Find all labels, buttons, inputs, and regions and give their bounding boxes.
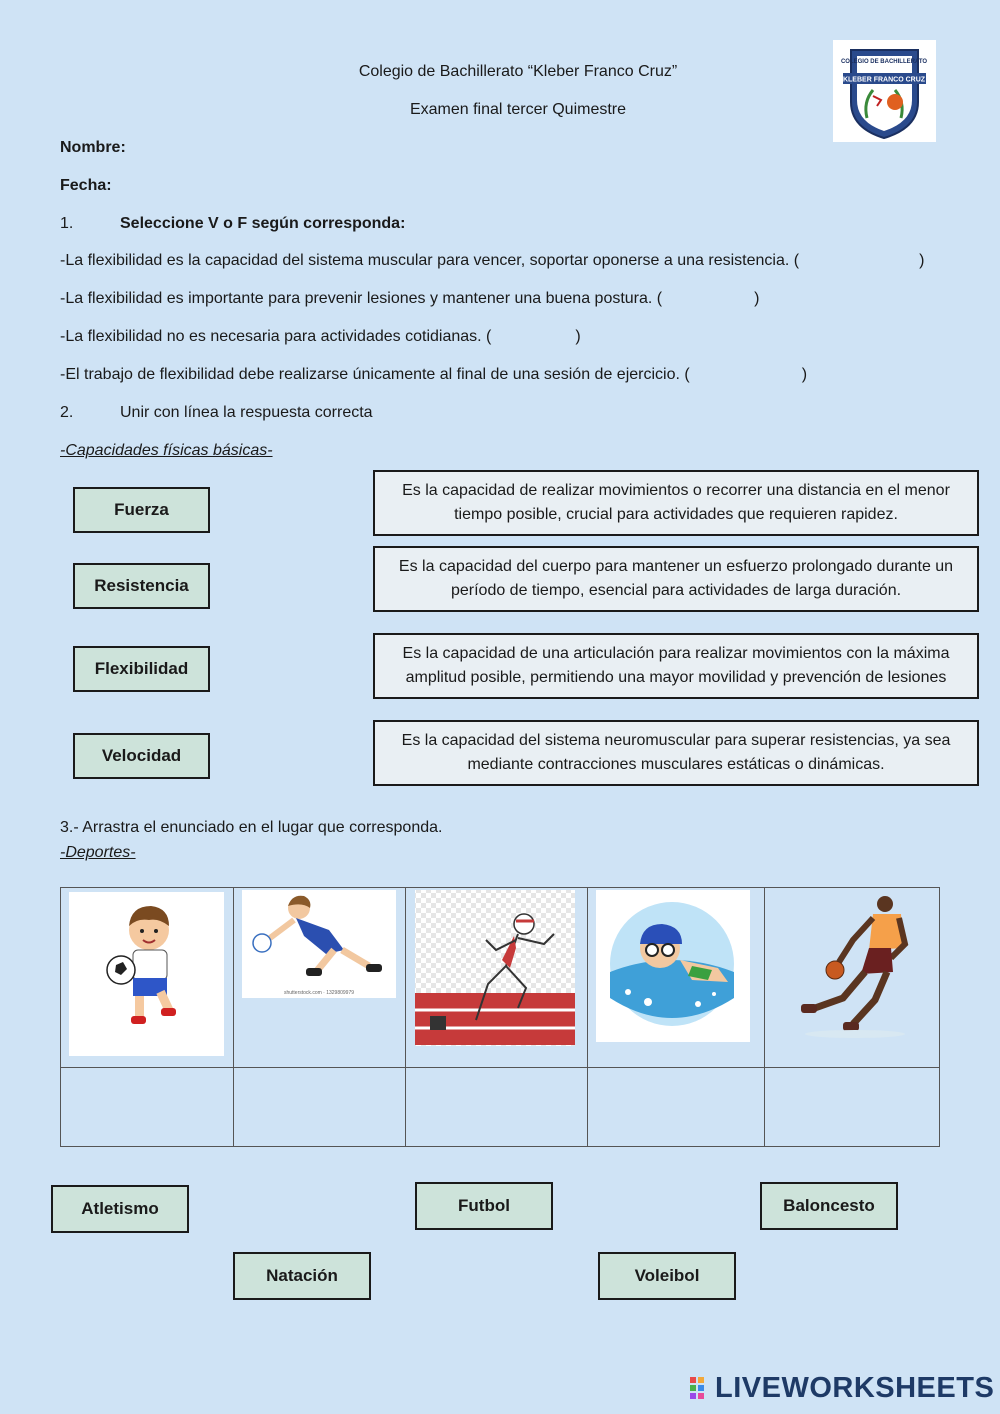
q3-title: 3.- Arrastra el enunciado en el lugar que corresponda. xyxy=(60,819,443,836)
q3-subtitle: -Deportes- xyxy=(60,844,136,861)
image-cell xyxy=(61,888,234,1068)
definition-box[interactable]: Es la capacidad del cuerpo para mantener un esfuerzo prolongado durante un período de tiempo, esencial para actividades de larga duración. xyxy=(373,546,979,612)
tf-close-paren: ) xyxy=(801,366,808,383)
brand-text: LIVEWORKSHEETS xyxy=(715,1372,995,1404)
capacity-resistencia[interactable]: Resistencia xyxy=(73,563,210,609)
tf-statement: -La flexibilidad no es necesaria para actividades cotidianas. ( xyxy=(60,328,492,345)
definition-box[interactable]: Es la capacidad de realizar movimientos o recorrer una distancia en el menor tiempo posible, crucial para actividades que requieren rapidez. xyxy=(373,470,979,536)
image-cell xyxy=(588,888,765,1068)
basketball-player-image xyxy=(765,888,939,1062)
tf-item xyxy=(60,366,807,384)
sports-table xyxy=(60,887,940,1147)
exam-title: Examen final tercer Quimestre xyxy=(409,101,627,118)
volleyball-player-image xyxy=(234,888,405,1062)
soccer-boy-image xyxy=(61,888,233,1062)
q2-subtitle: -Capacidades físicas básicas- xyxy=(60,442,273,459)
drag-option-atletismo[interactable]: Atletismo xyxy=(51,1185,189,1233)
swimmer-image xyxy=(588,888,764,1062)
tf-statement: -La flexibilidad es importante para prevenir lesiones y mantener una buena postura. ( xyxy=(60,290,663,307)
definition-box[interactable]: Es la capacidad de una articulación para realizar movimientos con la máxima amplitud posible, permitiendo una mayor movilidad y prevención de lesiones xyxy=(373,633,979,699)
date-label: Fecha: xyxy=(60,177,112,194)
drop-zone[interactable] xyxy=(61,1068,234,1147)
drop-zone[interactable] xyxy=(234,1068,406,1147)
drag-option-voleibol[interactable]: Voleibol xyxy=(598,1252,736,1300)
sprinter-image xyxy=(406,888,587,1062)
drag-option-natacion[interactable]: Natación xyxy=(233,1252,371,1300)
q2-number: 2. xyxy=(60,404,74,421)
image-cell xyxy=(406,888,588,1068)
capacity-fuerza[interactable]: Fuerza xyxy=(73,487,210,533)
tf-item xyxy=(60,252,924,270)
tf-statement: -El trabajo de flexibilidad debe realizarse únicamente al final de una sesión de ejercicio. ( xyxy=(60,366,690,383)
capacity-velocidad[interactable]: Velocidad xyxy=(73,733,210,779)
capacity-flexibilidad[interactable]: Flexibilidad xyxy=(73,646,210,692)
drop-zone[interactable] xyxy=(588,1068,765,1147)
image-cell xyxy=(234,888,406,1068)
tf-close-paren: ) xyxy=(919,252,925,269)
school-logo xyxy=(833,40,936,142)
tf-close-paren: ) xyxy=(754,290,760,307)
tf-item xyxy=(60,328,581,346)
drop-zone[interactable] xyxy=(406,1068,588,1147)
school-name: Colegio de Bachillerato “Kleber Franco Cruz” xyxy=(358,63,678,80)
image-watermark: shutterstock.com · 1329809979 xyxy=(283,990,355,996)
q2-title: Unir con línea la respuesta correcta xyxy=(120,404,373,421)
drag-option-baloncesto[interactable]: Baloncesto xyxy=(760,1182,898,1230)
tf-close-paren: ) xyxy=(575,328,581,345)
liveworksheets-logo[interactable] xyxy=(690,1372,994,1405)
name-label: Nombre: xyxy=(60,139,126,156)
brand-icon xyxy=(690,1374,712,1396)
q1-title: Seleccione V o F según corresponda: xyxy=(120,215,406,232)
image-cell xyxy=(765,888,940,1068)
tf-item xyxy=(60,290,759,308)
q1-number: 1. xyxy=(60,215,74,232)
tf-statement: -La flexibilidad es la capacidad del sistema muscular para vencer, soportar oponerse a una resistencia. ( xyxy=(60,252,800,269)
drag-option-futbol[interactable]: Futbol xyxy=(415,1182,553,1230)
logo-text-band: KLEBER FRANCO CRUZ xyxy=(842,76,926,84)
logo-text-top: COLEGIO DE BACHILLERATO xyxy=(840,59,928,65)
definition-box[interactable]: Es la capacidad del sistema neuromuscular para superar resistencias, ya sea mediante contracciones musculares estáticas o dinámicas. xyxy=(373,720,979,786)
drop-zone[interactable] xyxy=(765,1068,940,1147)
